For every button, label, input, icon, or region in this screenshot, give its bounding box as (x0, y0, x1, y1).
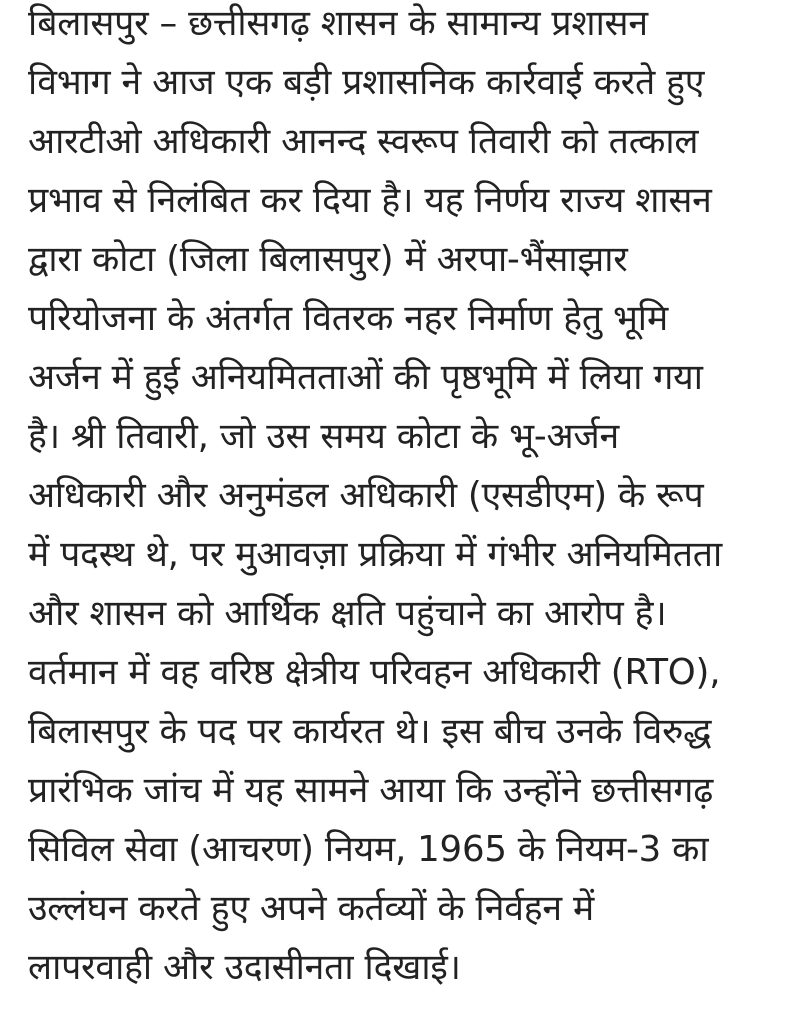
article-line: अर्जन में हुई अनियमितताओं की पृष्ठभूमि में लिया गया (28, 357, 703, 398)
article-line: विभाग ने आज एक बड़ी प्रशासनिक कार्रवाई करते हुए (28, 62, 705, 103)
article-line: में पदस्थ थे, पर मुआवज़ा प्रक्रिया में गंभीर अनियमितता (28, 534, 722, 575)
article-line: प्रारंभिक जांच में यह सामने आया कि उन्होंने छत्तीसगढ़ (28, 770, 713, 811)
article-line: प्रभाव से निलंबित कर दिया है। यह निर्णय राज्य शासन (28, 180, 712, 221)
article-line: लापरवाही और उदासीनता दिखाई। (28, 947, 461, 988)
article-line: बिलासपुर के पद पर कार्यरत थे। इस बीच उनके विरुद्ध (28, 711, 712, 752)
article-line: है। श्री तिवारी, जो उस समय कोटा के भू-अर्जन (28, 416, 620, 457)
article-line: उल्लंघन करते हुए अपने कर्तव्यों के निर्वहन में (28, 888, 595, 929)
article-line: द्वारा कोटा (जिला बिलासपुर) में अरपा-भैंसाझार (28, 239, 628, 280)
article-line: आरटीओ अधिकारी आनन्द स्वरूप तिवारी को तत्काल (28, 121, 699, 162)
article-line: परियोजना के अंतर्गत वितरक नहर निर्माण हेतु भूमि (28, 298, 669, 339)
article-line: बिलासपुर – छत्तीसगढ़ शासन के सामान्य प्रशासन (28, 3, 648, 44)
article-line: सिविल सेवा (आचरण) नियम, 1965 के नियम-3 का (28, 829, 709, 870)
article-line: और शासन को आर्थिक क्षति पहुंचाने का आरोप है। (28, 593, 667, 634)
article-line: वर्तमान में वह वरिष्ठ क्षेत्रीय परिवहन अधिकारी (RTO), (28, 652, 721, 693)
article-line: अधिकारी और अनुमंडल अधिकारी (एसडीएम) के रूप (28, 475, 704, 516)
